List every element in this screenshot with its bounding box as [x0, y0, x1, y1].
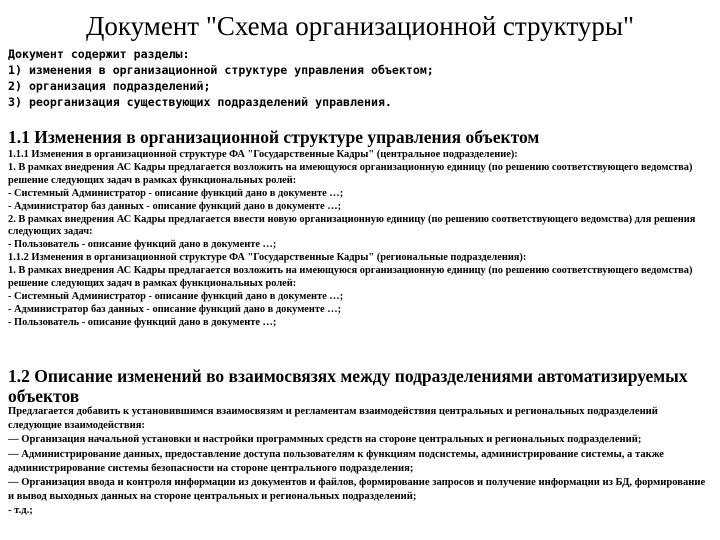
section-1-line: - Администратор баз данных - описание функций дано в документе …; — [8, 303, 342, 315]
intro-line: Документ содержит разделы: — [8, 47, 190, 61]
section-1-line: 2. В рамках внедрения АС Кадры предлагается ввести новую организационную единицу (по решению соответствующего ведомства) для решения следующих задач: — [8, 213, 696, 238]
section-1-line: - Пользователь - описание функций дано в документе …; — [8, 316, 277, 328]
section-2-line: Предлагается добавить к установившимся взаимосвязям и регламентам взаимодействия центральных и региональных подразделений следующие взаимодействия: — [8, 406, 658, 432]
section-1-line: - Системный Администратор - описание функций дано в документе …; — [8, 187, 344, 199]
intro-line: 1) изменения в организационной структуре управления объектом; — [8, 63, 434, 77]
section-2-heading: 1.2 Описание изменений во взаимосвязях между подразделениями автоматизируемых объектов — [8, 366, 688, 406]
section-1-body — [8, 149, 712, 330]
page-title: Документ "Схема организационной структуры" — [85, 11, 635, 41]
section-1-line: - Системный Администратор - описание функций дано в документе …; — [8, 290, 344, 302]
section-1-line: 1.1.1 Изменения в организационной структуре ФА "Государственные Кадры" (центральное подразделение): — [8, 149, 518, 160]
section-2-body — [8, 405, 712, 519]
section-2-line: — Организация начальной установки и настройки программных средств на стороне центральных и региональных подразделений; — [8, 434, 642, 446]
section-1-line: - Администратор баз данных - описание функций дано в документе …; — [8, 200, 342, 212]
intro-line: 3) реорганизация существующих подразделений управления. — [8, 95, 392, 109]
section-1-line: 1. В рамках внедрения АС Кадры предлагается возложить на имеющуюся организационную единицу (по решению соответствующего ведомства) решение следующих задач в рамках функциональных ролей: — [8, 161, 693, 186]
intro-block — [8, 46, 714, 110]
section-1-line: - Пользователь - описание функций дано в документе …; — [8, 239, 277, 251]
section-1-line: 1. В рамках внедрения АС Кадры предлагается возложить на имеющуюся организационную единицу (по решению соответствующего ведомства) решение следующих задач в рамках функциональных ролей: — [8, 265, 693, 290]
section-2-line: — Администрирование данных, предоставление доступа пользователям к функциям подсистемы, администрирование системы, а также администрирование системы безопасности на стороне центрального подразделения; — [8, 448, 664, 474]
section-2-line: — Организация ввода и контроля информации из документов и файлов, формирование запросов и получение информации из БД, формирование и вывод выходных данных на стороне центральных и региональных подразделений; — [8, 477, 706, 503]
section-1-line: 1.1.2 Изменения в организационной структуре ФА "Государственные Кадры" (региональные подразделения): — [8, 252, 527, 264]
section-1-heading: 1.1 Изменения в организационной структуре управления объектом — [8, 127, 540, 147]
intro-line: 2) организация подразделений; — [8, 79, 211, 93]
section-2-line: - т.д.; — [8, 505, 33, 517]
